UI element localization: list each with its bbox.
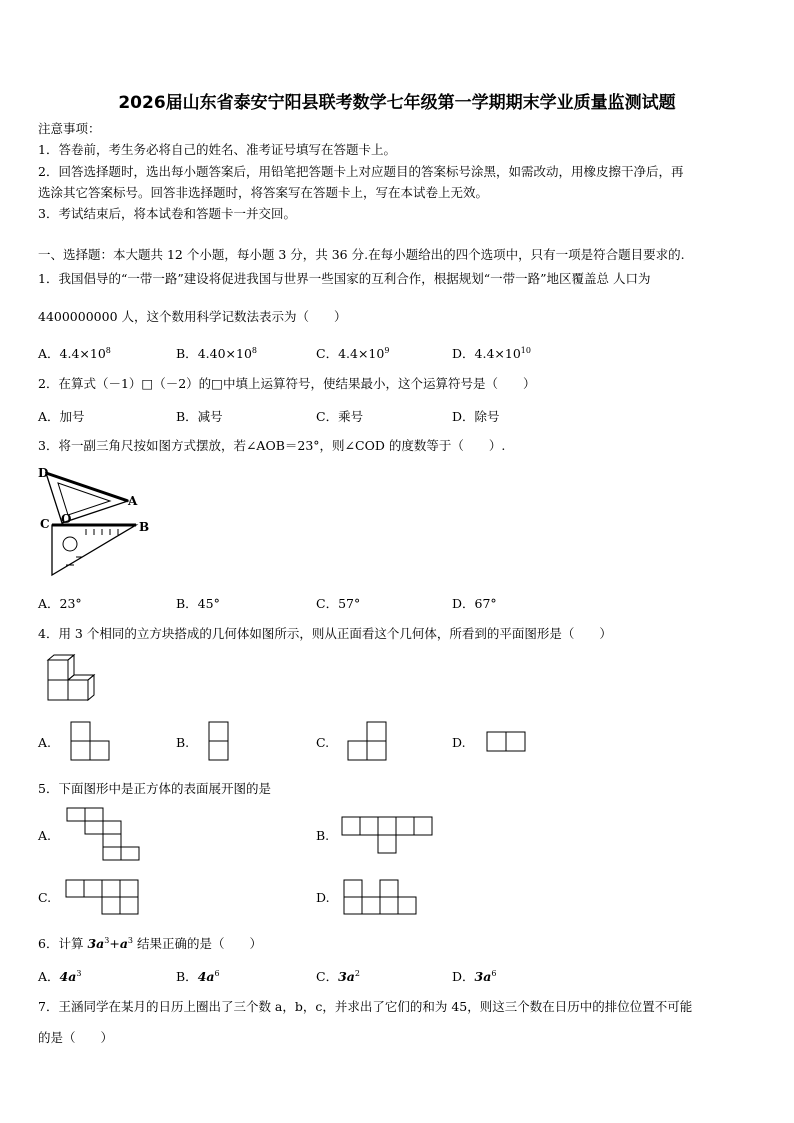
label-o: O [61, 512, 72, 526]
q5-option-c-net [65, 879, 143, 917]
label-b: B [139, 520, 150, 534]
q6-option-a: A．$4a^3$ [38, 968, 82, 984]
q2-option-d: D．除号 [452, 409, 500, 424]
label-a: A [128, 494, 138, 508]
question-3: 3．将一副三角尺按如图方式摆放，若∠AOB＝23°，则∠COD 的度数等于（ ）. [38, 438, 506, 453]
q5-label-d: D. [316, 890, 330, 905]
q4-label-d: D. [452, 735, 466, 750]
q4-label-b: B. [176, 735, 190, 750]
q5-option-a-net [66, 807, 144, 863]
notice-item: 2．回答选择题时，选出每小题答案后，用铅笔把答题卡上对应题目的答案标号涂黑，如需改动，用橡皮擦干净后，再 [38, 164, 684, 179]
question-7-line-1: 7．王涵同学在某月的日历上圈出了三个数 a，b，c，并求出了它们的和为 45，则这三个数在日历中的排位位置不可能 [38, 999, 693, 1014]
q5-label-b: B. [316, 828, 330, 843]
q4-label-c: C. [316, 735, 330, 750]
q4-label-a: A. [38, 735, 52, 750]
question-4: 4．用 3 个相同的立方块搭成的几何体如图所示，则从正面看这个几何体，所看到的平面图形是（ ） [38, 626, 612, 641]
notice-item: 选涂其它答案标号。回答非选择题时，将答案写在答题卡上，写在本试卷上无效。 [38, 185, 489, 200]
q4-option-c-figure [347, 721, 389, 761]
q6-option-d: D．$3a^6$ [452, 968, 497, 984]
q5-label-c: C. [38, 890, 52, 905]
triangle-rulers-figure [36, 465, 156, 580]
q2-option-a: A．加号 [38, 409, 85, 424]
question-2: 2．在算式（－1）□（－2）的□中填上运算符号，使结果最小，这个运算符号是（ ） [38, 376, 536, 391]
q3-option-d: D．67° [452, 596, 497, 611]
q6-option-b: B．$4a^6$ [176, 968, 220, 984]
notice-item: 1．答卷前，考生务必将自己的姓名、准考证号填写在答题卡上。 [38, 142, 396, 157]
q1-option-d: D．$4.4\times 10^{10}$ [452, 345, 531, 361]
notice-item: 3．考试结束后，将本试卷和答题卡一并交回。 [38, 206, 296, 221]
q3-option-a: A．23° [38, 596, 82, 611]
notice-heading: 注意事项： [38, 121, 101, 136]
q4-option-b-figure [208, 721, 230, 761]
q4-option-d-figure [486, 731, 528, 753]
q5-label-a: A. [38, 828, 52, 843]
section-heading: 一、选择题：本大题共 12 个小题，每小题 3 分，共 36 分.在每小题给出的四个选项中，只有一项是符合题目要求的. [38, 247, 685, 262]
q2-option-b: B．减号 [176, 409, 223, 424]
page-title: 2026届山东省泰安宁阳县联考数学七年级第一学期期末学业质量监测试题 [118, 93, 676, 113]
q1-option-a: A．$4.4\times 10^8$ [38, 345, 111, 361]
q5-option-b-net [341, 816, 433, 856]
q1-option-b: B．$4.40\times 10^8$ [176, 345, 257, 361]
label-c: C [40, 517, 50, 531]
cubes-3d-figure [46, 654, 102, 704]
q3-option-c: C．57° [316, 596, 361, 611]
q6-option-c: C．$3a^2$ [316, 968, 360, 984]
question-5: 5．下面图形中是正方体的表面展开图的是 [38, 781, 271, 796]
q5-option-d-net [343, 879, 421, 917]
q2-option-c: C．乘号 [316, 409, 364, 424]
q1-option-c: C．$4.4\times 10^9$ [316, 345, 390, 361]
question-1-line-1: 1．我国倡导的“一带一路”建设将促进我国与世界一些国家的互利合作，根据规划“一带一路”地区覆盖总 人口为 [38, 271, 651, 286]
question-6: 6．计算 $3a^3+a^3$ 结果正确的是（ ） [38, 935, 262, 951]
question-7-line-2: 的是（ ） [38, 1030, 114, 1045]
label-d: D [38, 466, 49, 480]
q4-option-a-figure [70, 721, 112, 761]
question-1-line-2: 4400000000 人，这个数用科学记数法表示为（ ） [38, 309, 347, 324]
q3-option-b: B．45° [176, 596, 220, 611]
